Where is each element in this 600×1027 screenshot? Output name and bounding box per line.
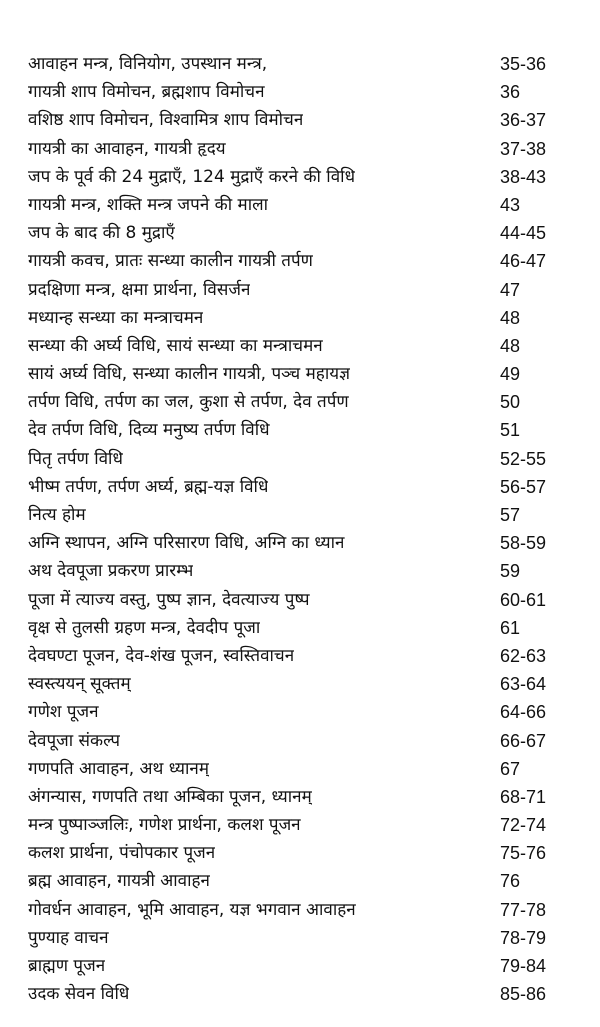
toc-entry-title: वृक्ष से तुलसी ग्रहण मन्त्र, देवदीप पूजा bbox=[28, 617, 261, 638]
toc-entry-title: गणपति आवाहन, अथ ध्यानम् bbox=[28, 758, 210, 779]
toc-entry-title: गायत्री कवच, प्रातः सन्ध्या कालीन गायत्री तर्पण bbox=[28, 251, 313, 272]
toc-entry-page: 50 bbox=[500, 392, 521, 413]
toc-entry-title: जप के बाद की 8 मुद्राएँ bbox=[28, 223, 175, 244]
toc-entry-title: गायत्री मन्त्र, शक्ति मन्त्र जपने की माला bbox=[28, 194, 269, 215]
toc-entry-page: 76 bbox=[500, 871, 521, 892]
toc-entry-page: 77-78 bbox=[500, 899, 547, 920]
toc-entry-page: 44-45 bbox=[500, 223, 547, 244]
toc-entry-title: उदक सेवन विधि bbox=[28, 984, 130, 1005]
toc-entry bbox=[0, 276, 600, 304]
toc-entry-page: 43 bbox=[500, 194, 521, 215]
toc-entry bbox=[0, 529, 600, 557]
toc-entry-title: सायं अर्घ्य विधि, सन्ध्या कालीन गायत्री, पञ्च महायज्ञ bbox=[28, 364, 350, 385]
toc-entry bbox=[0, 163, 600, 191]
toc-entry-page: 59 bbox=[500, 561, 521, 582]
toc-entry-page: 60-61 bbox=[500, 589, 547, 610]
toc-entry bbox=[0, 952, 600, 980]
toc-entry-title: गायत्री का आवाहन, गायत्री हृदय bbox=[28, 138, 226, 159]
toc-entry bbox=[0, 247, 600, 275]
toc-entry bbox=[0, 811, 600, 839]
toc-entry bbox=[0, 50, 600, 78]
toc-entry bbox=[0, 980, 600, 1008]
toc-entry-title: ब्रह्म आवाहन, गायत्री आवाहन bbox=[28, 871, 210, 892]
toc-entry-title: देवघण्टा पूजन, देव-शंख पूजन, स्वस्तिवाचन bbox=[28, 645, 295, 666]
toc-entry-page: 36-37 bbox=[500, 110, 547, 131]
toc-entry bbox=[0, 473, 600, 501]
toc-entry-page: 85-86 bbox=[500, 984, 547, 1005]
toc-entry-page: 48 bbox=[500, 307, 521, 328]
toc-entry-page: 62-63 bbox=[500, 645, 547, 666]
toc-entry-title: अथ देवपूजा प्रकरण प्रारम्भ bbox=[28, 561, 194, 582]
toc-entry-page: 66-67 bbox=[500, 730, 547, 751]
toc-entry-page: 68-71 bbox=[500, 786, 547, 807]
toc-entry bbox=[0, 557, 600, 585]
toc-entry-page: 64-66 bbox=[500, 702, 547, 723]
toc-entry-page: 78-79 bbox=[500, 927, 547, 948]
toc-entry-title: गोवर्धन आवाहन, भूमि आवाहन, यज्ञ भगवान आवाहन bbox=[28, 899, 356, 920]
toc-entry-title: पुण्याह वाचन bbox=[28, 927, 109, 948]
toc-entry-page: 46-47 bbox=[500, 251, 547, 272]
toc-entry bbox=[0, 332, 600, 360]
toc-entry-page: 72-74 bbox=[500, 815, 547, 836]
toc-entry bbox=[0, 755, 600, 783]
toc-entry-page: 56-57 bbox=[500, 476, 547, 497]
toc-entry bbox=[0, 445, 600, 473]
toc-entry-page: 57 bbox=[500, 505, 521, 525]
toc-entry bbox=[0, 78, 600, 106]
toc-entry-title: मध्यान्ह सन्ध्या का मन्त्राचमन bbox=[28, 307, 204, 328]
toc-entry bbox=[0, 727, 600, 755]
toc-entry-title: देव तर्पण विधि, दिव्य मनुष्य तर्पण विधि bbox=[28, 420, 270, 441]
toc-entry-title: देवपूजा संकल्प bbox=[28, 730, 121, 751]
toc-entry-page: 79-84 bbox=[500, 956, 547, 976]
toc-entry bbox=[0, 839, 600, 867]
toc-entry-title: आवाहन मन्त्र, विनियोग, उपस्थान मन्त्र, bbox=[28, 54, 268, 74]
toc-entry bbox=[0, 416, 600, 444]
toc-entry-title: अंगन्यास, गणपति तथा अम्बिका पूजन, ध्यानम् bbox=[28, 786, 312, 807]
toc-entry bbox=[0, 360, 600, 388]
toc-entry bbox=[0, 304, 600, 332]
toc-entry-page: 61 bbox=[500, 617, 521, 638]
toc-entry-title: पितृ तर्पण विधि bbox=[28, 448, 123, 469]
toc-entry-title: मन्त्र पुष्पाञ्जलिः, गणेश प्रार्थना, कलश पूजन bbox=[28, 815, 301, 836]
toc-entry-title: सन्ध्या की अर्घ्य विधि, सायं सन्ध्या का मन्त्राचमन bbox=[28, 335, 323, 356]
toc-entry-page: 48 bbox=[500, 335, 521, 356]
toc-entry-title: पूजा में त्याज्य वस्तु, पुष्प ज्ञान, देवत्याज्य पुष्प bbox=[28, 589, 310, 610]
toc-entry bbox=[0, 867, 600, 895]
toc-entry bbox=[0, 219, 600, 247]
toc-entry bbox=[0, 614, 600, 642]
toc-entry-title: भीष्म तर्पण, तर्पण अर्घ्य, ब्रह्म-यज्ञ विधि bbox=[28, 476, 269, 497]
toc-entry-page: 67 bbox=[500, 758, 521, 779]
toc-entry-title: अग्नि स्थापन, अग्नि परिसारण विधि, अग्नि का ध्यान bbox=[28, 533, 345, 554]
toc-entry-page: 75-76 bbox=[500, 843, 547, 864]
toc-entry bbox=[0, 501, 600, 529]
toc-entry bbox=[0, 586, 600, 614]
toc-entry-title: प्रदक्षिणा मन्त्र, क्षमा प्रार्थना, विसर्जन bbox=[28, 279, 251, 300]
toc-entry-page: 52-55 bbox=[500, 448, 547, 469]
toc-entry bbox=[0, 670, 600, 698]
toc-entry-page: 49 bbox=[500, 364, 521, 385]
toc-entry-page: 47 bbox=[500, 279, 521, 300]
toc-entry-page: 51 bbox=[500, 420, 521, 441]
toc-entry-title: वशिष्ठ शाप विमोचन, विश्वामित्र शाप विमोचन bbox=[28, 110, 304, 131]
toc-entry-page: 38-43 bbox=[500, 166, 547, 187]
toc-entry-page: 37-38 bbox=[500, 138, 547, 159]
toc-entry-title: गणेश पूजन bbox=[28, 702, 99, 723]
toc-entry-title: तर्पण विधि, तर्पण का जल, कुशा से तर्पण, देव तर्पण bbox=[28, 392, 349, 413]
toc-entry-title: जप के पूर्व की 24 मुद्राएँ, 124 मुद्राएँ करने की विधि bbox=[28, 166, 356, 187]
toc-entry-title: नित्य होम bbox=[28, 505, 86, 525]
toc-entry bbox=[0, 924, 600, 952]
toc-entry-page: 35-36 bbox=[500, 54, 547, 74]
table-of-contents bbox=[0, 50, 600, 1008]
toc-entry bbox=[0, 191, 600, 219]
toc-entry bbox=[0, 106, 600, 134]
toc-entry bbox=[0, 896, 600, 924]
toc-entry bbox=[0, 698, 600, 726]
toc-entry-title: ब्राह्मण पूजन bbox=[28, 956, 106, 976]
toc-entry-page: 36 bbox=[500, 82, 521, 103]
toc-entry-page: 58-59 bbox=[500, 533, 547, 554]
toc-entry bbox=[0, 783, 600, 811]
toc-entry bbox=[0, 388, 600, 416]
toc-entry-title: कलश प्रार्थना, पंचोपकार पूजन bbox=[28, 843, 216, 864]
toc-entry bbox=[0, 642, 600, 670]
toc-entry bbox=[0, 135, 600, 163]
toc-entry-title: स्वस्त्ययन् सूक्तम् bbox=[28, 674, 131, 695]
toc-entry-title: गायत्री शाप विमोचन, ब्रह्मशाप विमोचन bbox=[28, 82, 265, 103]
toc-entry-page: 63-64 bbox=[500, 674, 547, 695]
